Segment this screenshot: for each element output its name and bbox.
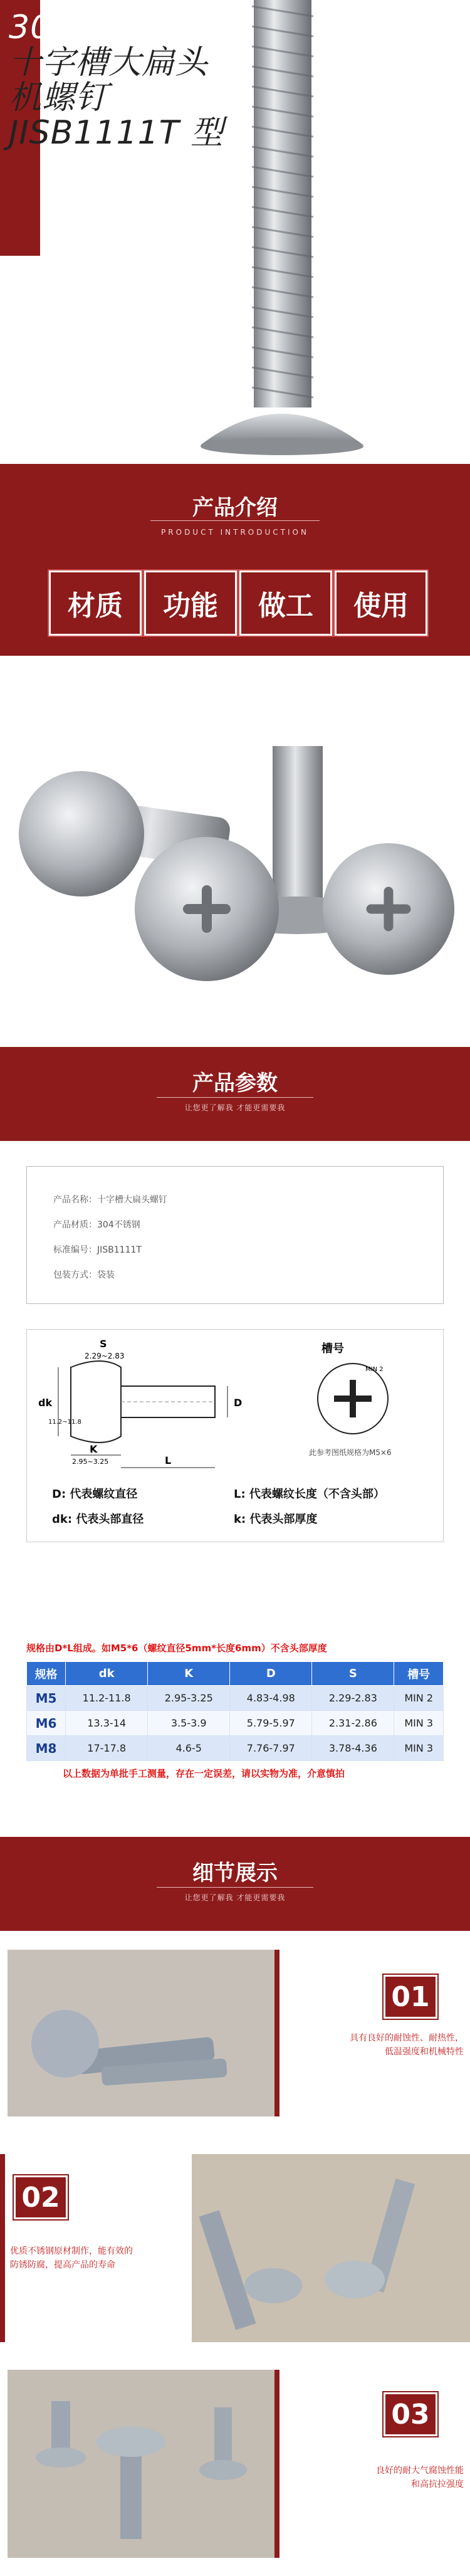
spec-cell: MIN 3 bbox=[394, 1736, 444, 1761]
drawing-label-k-range: 2.95~3.25 bbox=[72, 1458, 109, 1466]
spec-cell: 4.83-4.98 bbox=[230, 1686, 312, 1711]
spec-header-k: K bbox=[148, 1662, 230, 1686]
detail-photo-1-svg bbox=[8, 1950, 274, 2116]
intro-title: 产品介绍 bbox=[192, 495, 278, 520]
detail-text-1-line-1: 具有良好的耐蚀性、耐热性， bbox=[350, 2033, 464, 2043]
spec-cell: 3.5-3.9 bbox=[148, 1711, 230, 1736]
hero-screw-image bbox=[182, 0, 382, 464]
spec-cell: 7.76-7.97 bbox=[230, 1736, 312, 1761]
drawing-ref-note: 此参考图纸规格为M5×6 bbox=[309, 1448, 392, 1457]
spec-cell: 17-17.8 bbox=[66, 1736, 148, 1761]
bottom-note: 以上数据为单批手工测量，存在一定误差，请以实物为准，介意慎拍 bbox=[63, 1768, 345, 1779]
params-divider bbox=[157, 1097, 313, 1098]
info-label-package: 包装方式： bbox=[53, 1270, 97, 1280]
spec-header-slot: 槽号 bbox=[394, 1662, 444, 1686]
feature-function: 功能 bbox=[144, 570, 237, 636]
feature-workmanship: 做工 bbox=[239, 570, 332, 636]
technical-drawing bbox=[26, 1329, 444, 1542]
detail-text-3-line-1: 良好的耐大气腐蚀性能 bbox=[376, 2466, 464, 2476]
spec-cell: M5 bbox=[27, 1686, 66, 1711]
info-value-name: 十字槽大扁头螺钉 bbox=[97, 1195, 167, 1205]
info-value-material: 304不锈钢 bbox=[97, 1220, 140, 1230]
info-label-name: 产品名称： bbox=[53, 1195, 97, 1205]
detail-text-2-line-1: 优质不锈钢原材制作，能有效的 bbox=[10, 2246, 133, 2256]
table-row bbox=[27, 1736, 444, 1761]
intro-subtitle: PRODUCT INTRODUCTION bbox=[161, 528, 309, 537]
info-label-standard: 标准编号： bbox=[53, 1245, 97, 1255]
spec-cell: 4.6-5 bbox=[148, 1736, 230, 1761]
table-row bbox=[27, 1711, 444, 1736]
drawing-label-d: D bbox=[234, 1397, 243, 1409]
legend-l: L: 代表螺纹长度（不含头部） bbox=[234, 1488, 385, 1501]
spec-cell: 2.29-2.83 bbox=[312, 1686, 394, 1711]
detail-text-2 bbox=[10, 2244, 192, 2272]
detail-number-3: 03 bbox=[384, 2392, 437, 2436]
detail-photo-3-svg bbox=[8, 2370, 274, 2558]
hero-title-line-1: 304 不锈钢 bbox=[9, 9, 184, 46]
spec-cell: 13.3-14 bbox=[66, 1711, 148, 1736]
spec-header-row bbox=[27, 1662, 444, 1686]
spec-cell: 5.79-5.97 bbox=[230, 1711, 312, 1736]
hero-title-line-2: 十字槽大扁头 bbox=[9, 44, 209, 81]
details-divider bbox=[157, 1887, 313, 1888]
spec-cell: M6 bbox=[27, 1711, 66, 1736]
spec-header-s: S bbox=[312, 1662, 394, 1686]
spec-note: 规格由D*L组成。如M5*6（螺纹直径5mm*长度6mm）不含头部厚度 bbox=[26, 1643, 327, 1654]
slot-tag: MIN 2 bbox=[365, 1366, 384, 1373]
info-row-material bbox=[53, 1218, 140, 1231]
info-value-standard: JISB1111T bbox=[97, 1245, 142, 1255]
info-label-material: 产品材质： bbox=[53, 1220, 97, 1230]
drawing-svg bbox=[27, 1330, 443, 1480]
spec-table bbox=[26, 1661, 444, 1761]
detail-number-1: 01 bbox=[384, 1975, 437, 2019]
params-subtitle: 让您更了解我 才能更需要我 bbox=[184, 1103, 286, 1112]
feature-usage: 使用 bbox=[335, 570, 427, 636]
spec-cell: MIN 2 bbox=[394, 1686, 444, 1711]
drawing-label-dk: dk bbox=[38, 1397, 53, 1409]
spec-cell: 3.78-4.36 bbox=[312, 1736, 394, 1761]
hero-section bbox=[0, 0, 470, 464]
info-row-package bbox=[53, 1268, 115, 1281]
info-row-standard bbox=[53, 1243, 142, 1256]
legend-d: D: 代表螺纹直径 bbox=[52, 1488, 138, 1501]
table-row bbox=[27, 1686, 444, 1711]
drawing-label-s: S bbox=[100, 1338, 107, 1350]
params-title: 产品参数 bbox=[192, 1071, 278, 1096]
drawing-label-s-range: 2.29~2.83 bbox=[85, 1352, 125, 1360]
detail-number-2: 02 bbox=[14, 2175, 68, 2219]
drawing-label-dk-range: 11.2~11.8 bbox=[48, 1419, 81, 1426]
legend-k: k: 代表头部厚度 bbox=[234, 1513, 318, 1526]
spec-cell: MIN 3 bbox=[394, 1711, 444, 1736]
details-title: 细节展示 bbox=[192, 1861, 278, 1886]
spec-header-size: 规格 bbox=[27, 1662, 66, 1686]
feature-material: 材质 bbox=[49, 570, 142, 636]
detail-text-2-line-2: 防锈防腐，提高产品的寿命 bbox=[10, 2260, 115, 2270]
hero-title-line-4: JISB1111T 型 bbox=[9, 114, 224, 152]
hero-title-line-3: 机螺钉 bbox=[9, 79, 109, 117]
drawing-label-k: K bbox=[90, 1443, 98, 1455]
detail-2-bar bbox=[0, 2154, 5, 2342]
info-row-name bbox=[53, 1193, 167, 1206]
detail-3-bar bbox=[274, 2370, 279, 2558]
spec-header-d: D bbox=[230, 1662, 312, 1686]
screws-group-image bbox=[0, 733, 470, 997]
detail-photo-2-svg bbox=[192, 2154, 470, 2342]
detail-1-bar bbox=[274, 1950, 279, 2116]
detail-text-1-line-2: 低温强度和机械特性 bbox=[385, 2047, 464, 2057]
detail-text-3 bbox=[295, 2464, 464, 2491]
details-subtitle: 让您更了解我 才能更需要我 bbox=[184, 1893, 286, 1902]
spec-cell: 2.95-3.25 bbox=[148, 1686, 230, 1711]
spec-header-dk: dk bbox=[66, 1662, 148, 1686]
detail-text-1 bbox=[295, 2031, 464, 2059]
spec-cell: 11.2-11.8 bbox=[66, 1686, 148, 1711]
product-info-box bbox=[26, 1166, 444, 1304]
legend-dk: dk: 代表头部直径 bbox=[52, 1513, 144, 1526]
slot-title: 槽号 bbox=[321, 1342, 344, 1355]
detail-photo-1 bbox=[8, 1950, 274, 2116]
detail-photo-3 bbox=[8, 2370, 274, 2558]
drawing-label-l: L bbox=[165, 1454, 172, 1466]
detail-photo-2 bbox=[192, 2154, 470, 2342]
spec-cell: 2.31-2.86 bbox=[312, 1711, 394, 1736]
info-value-package: 袋装 bbox=[97, 1270, 115, 1280]
spec-cell: M8 bbox=[27, 1736, 66, 1761]
intro-divider bbox=[150, 520, 320, 521]
detail-text-3-line-2: 和高抗拉强度 bbox=[411, 2479, 464, 2489]
